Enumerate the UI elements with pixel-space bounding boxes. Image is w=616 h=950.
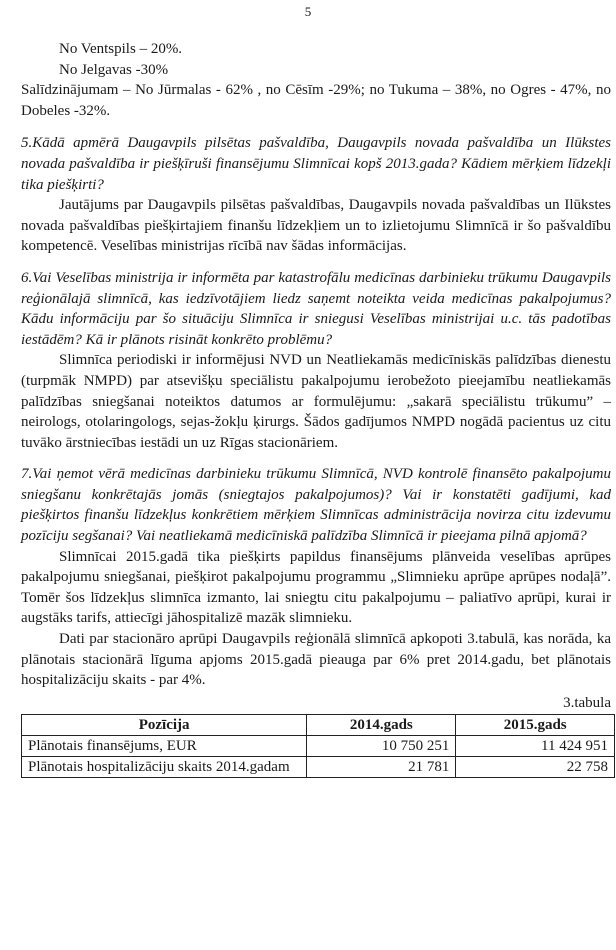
- hospital-table: [21, 714, 615, 778]
- header-2015: 2015.gads: [456, 715, 615, 736]
- table-row: [22, 736, 615, 757]
- cell-position: Plānotais finansējums, EUR: [22, 736, 307, 757]
- page-number: 5: [304, 4, 312, 19]
- answer-7-paragraph-1: Slimnīcai 2015.gadā tika piešķirts papildus finansējums plānveida veselības aprūpes pakalpojumu sniegšanai, piešķirot pakalpojumu programmu „Slimnieku aprūpe aprūpes nodaļā”. Tomēr šos līdzekļus slimnīca izmanto, lai sniegtu citu pakalpojumu – paliatīvo aprūpi, kurai ir augstāks tarifs, attiecīgi jāhospitalizē mazāk slimnieku.: [21, 548, 611, 627]
- table-row: [22, 757, 615, 778]
- header-2014: 2014.gads: [307, 715, 456, 736]
- page-content: [21, 39, 611, 778]
- cell-position: Plānotais hospitalizāciju skaits 2014.gadam: [22, 757, 307, 778]
- comparison-paragraph: Salīdzinājumam – No Jūrmalas - 62% , no Cēsīm -29%; no Tukuma – 38%, no Ogres - 47%, no Dobeles -32%.: [21, 82, 611, 119]
- cell-2014: 21 781: [307, 757, 456, 778]
- line-jelgava: No Jelgavas -30%: [59, 61, 169, 78]
- table-caption: 3.tabula: [563, 694, 611, 711]
- table-header-row: [22, 715, 615, 736]
- cell-2014: 10 750 251: [307, 736, 456, 757]
- cell-2015: 22 758: [456, 757, 615, 778]
- answer-6: Slimnīca periodiski ir informējusi NVD un Neatliekamās medicīniskās palīdzības dienestu (turpmāk NMPD) par atsevišķu speciālistu pakalpojumu ierobežoto pieejamību neatliekamās palīdzības sniegšanai noteiktos datumos ar formulējumu: „sakarā speciālistu trūkumu” – neirologs, otolaringologs, sejas-žokļu ķirurgs. Šādos gadījumos NMPD nogādā pacientus uz citu tuvāko ārstniecības iestādi un uz Rīgas stacionāriem.: [21, 352, 611, 451]
- question-6: 6.Vai Veselības ministrija ir informēta par katastrofālu medicīnas darbinieku trūkumu Daugavpils reģionālajā slimnīcā, kas iedzīvotājiem liedz saņemt noteikta veida medicīnas pakalpojumus? Kādu informāciju par šo situāciju Slimnīca ir sniegusi Veselības ministrijai u.c. tās padotības iestādēm? Kā ir plānots risināt konkrēto problēmu?: [21, 269, 611, 348]
- question-7: 7.Vai ņemot vērā medicīnas darbinieku trūkumu Slimnīcā, NVD kontrolē finansēto pakalpojumu sniegšanu konkrētajās jomās (sniegtajos pakalpojumos)? Vai ir konstatēti gadījumi, kad piešķirtos finanšu līdzekļus konkrētiem mērķiem Slimnīcas administrācija novirza citu izdevumu pozīciju segšanai? Vai neatliekamā medicīniskā palīdzība Slimnīcā ir pieejama pilnā apjomā?: [21, 466, 611, 545]
- question-5: 5.Kādā apmērā Daugavpils pilsētas pašvaldība, Daugavpils novada pašvaldība un Ilūkstes novada pašvaldība ir piešķīruši finansējumu Slimnīcai kopš 2013.gada? Kādiem mērķiem līdzekļi tika piešķirti?: [21, 135, 611, 193]
- cell-2015: 11 424 951: [456, 736, 615, 757]
- answer-7-paragraph-2: Dati par stacionāro aprūpi Daugavpils reģionālā slimnīcā apkopoti 3.tabulā, kas norāda, ka plānotais stacionārā līguma apjoms 2015.gadā pieauga par 6% pret 2014.gadu, bet plānotais hospitalizāciju skaits - par 4%.: [21, 631, 611, 689]
- header-position: Pozīcija: [22, 715, 307, 736]
- answer-5: Jautājums par Daugavpils pilsētas pašvaldības, Daugavpils novada pašvaldības un Ilūkstes novada pašvaldības piešķirtajiem finanšu līdzekļiem un to izlietojumu Slimnīcā ir šo pašvaldību kompetencē. Veselības ministrijas rīcībā nav šādas informācijas.: [21, 197, 611, 255]
- line-ventspils: No Ventspils – 20%.: [59, 41, 183, 57]
